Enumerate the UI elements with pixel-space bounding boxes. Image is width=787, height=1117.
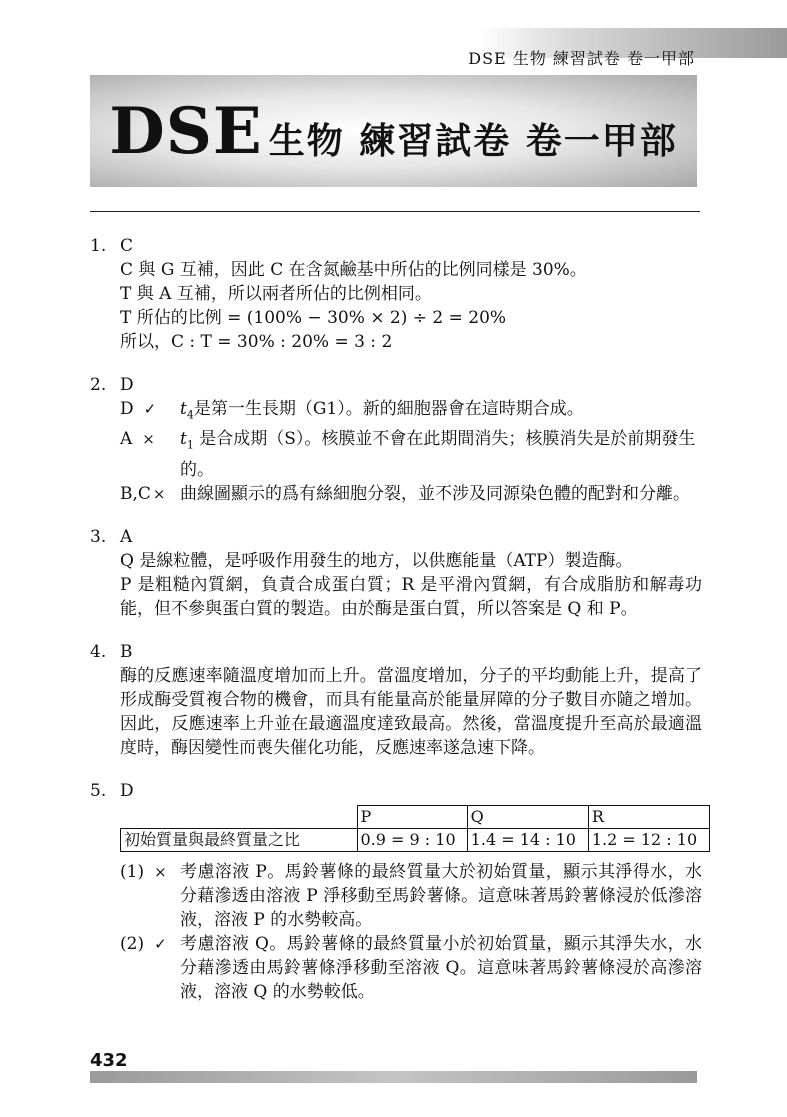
statement-text: 考慮溶液 Q。馬鈴薯條的最終質量小於初始質量，顯示其淨失水，水分藉滲透由馬鈴薯條淨移動至溶液 Q。這意味著馬鈴薯條浸於高滲溶液，溶液 Q 的水勢較低。 — [180, 933, 702, 1002]
table-header-cell — [121, 805, 358, 828]
explanation-line: P 是粗糙內質網，負責合成蛋白質；R 是平滑內質網，有合成脂肪和解毒功能，但不參與蛋白質的製造。由於酶是蛋白質，所以答案是 Q 和 P。 — [120, 574, 702, 619]
explanation — [120, 397, 702, 506]
explanation — [120, 549, 702, 621]
time-subscript: 4 — [186, 408, 194, 422]
question-number: 3. — [90, 526, 107, 547]
running-head: DSE 生物 練習試卷 卷一甲部 — [468, 49, 695, 68]
option-text: 曲線圖顯示的爲有絲細胞分裂，並不涉及同源染色體的配對和分離。 — [180, 483, 690, 504]
question-answer: D — [120, 780, 134, 801]
table-cell: 1.4 = 14 : 10 — [467, 828, 588, 851]
question-number: 5. — [90, 780, 107, 801]
table-header-cell: Q — [467, 805, 588, 828]
explanation-line: Q 是線粒體，是呼吸作用發生的地方，以供應能量（ATP）製造酶。 — [120, 550, 633, 571]
statement-label: (2) — [120, 933, 145, 954]
footer-gradient-bar — [90, 1071, 697, 1083]
cross-icon: × — [142, 430, 155, 449]
title-banner — [90, 75, 697, 187]
question-answer: D — [120, 375, 134, 395]
question-1 — [90, 234, 702, 354]
cross-icon: × — [152, 484, 166, 503]
check-icon: ✓ — [143, 400, 157, 418]
question-number: 4. — [90, 641, 107, 662]
option-row — [120, 427, 702, 481]
title-latin: DSE — [109, 93, 263, 169]
option-row — [120, 482, 702, 506]
question-3 — [90, 525, 702, 621]
explanation-line: T 與 A 互補，所以兩者所佔的比例相同。 — [120, 284, 432, 304]
divider-rule — [90, 211, 700, 212]
cross-icon: × — [154, 862, 167, 881]
table-header-row — [121, 805, 710, 828]
time-variable: t — [180, 399, 187, 419]
table-row — [121, 828, 710, 851]
question-2 — [90, 373, 702, 506]
question-5 — [90, 779, 702, 1004]
table-cell: 0.9 = 9 : 10 — [357, 828, 467, 851]
explanation-line: C 與 G 互補，因此 C 在含氮鹼基中所佔的比例同樣是 30%。 — [120, 260, 587, 280]
question-answer: B — [120, 641, 133, 662]
option-text: 是第一生長期（G1）。新的細胞器會在這時期合成。 — [193, 399, 584, 419]
table-cell: 初始質量與最終質量之比 — [121, 828, 358, 851]
statement-row — [120, 860, 702, 932]
table-header-cell: P — [357, 805, 467, 828]
answer-content — [90, 234, 702, 1023]
page-title — [109, 94, 678, 169]
explanation — [120, 860, 702, 1004]
question-answer: A — [120, 526, 133, 547]
mass-ratio-table — [120, 805, 710, 852]
explanation-line: 所以，C : T = 30% : 20% = 3 : 2 — [120, 332, 393, 352]
option-text: 是合成期（S）。核膜並不會在此期間消失；核膜消失是於前期發生的。 — [180, 429, 696, 480]
option-label: D — [120, 399, 134, 419]
time-subscript: 1 — [186, 438, 194, 452]
question-number: 1. — [90, 236, 107, 256]
check-icon: ✓ — [154, 934, 167, 953]
question-number: 2. — [90, 375, 107, 395]
statement-row — [120, 932, 702, 1004]
question-4 — [90, 640, 702, 760]
statement-text: 考慮溶液 P。馬鈴薯條的最終質量大於初始質量，顯示其淨得水，水分藉滲透由溶液 P 淨移動至馬鈴薯條。這意味著馬鈴薯條浸於低滲溶液，溶液 P 的水勢較高。 — [180, 861, 702, 930]
page-number: 432 — [90, 1050, 128, 1071]
explanation-paragraph: 酶的反應速率隨溫度增加而上升。當溫度增加，分子的平均動能上升，提高了形成酶受質複合物的機會，而具有能量高於能量屏障的分子數目亦隨之增加。因此，反應速率上升並在最適溫度達致最高。然後，當溫度提升至高於最適溫度時，酶因變性而喪失催化功能，反應速率遂急速下降。 — [120, 665, 702, 758]
statement-label: (1) — [120, 861, 145, 882]
table-header-cell: R — [588, 805, 709, 828]
question-answer: C — [120, 236, 134, 256]
explanation — [120, 258, 702, 354]
option-label: A — [120, 429, 133, 450]
title-cjk: 生物 練習試卷 卷一甲部 — [268, 120, 678, 162]
time-variable: t — [180, 429, 187, 450]
option-row — [120, 397, 702, 427]
option-label: B,C — [120, 483, 151, 504]
table-cell: 1.2 = 12 : 10 — [588, 828, 709, 851]
explanation-line: T 所佔的比例 = (100% − 30% × 2) ÷ 2 = 20% — [120, 308, 507, 328]
